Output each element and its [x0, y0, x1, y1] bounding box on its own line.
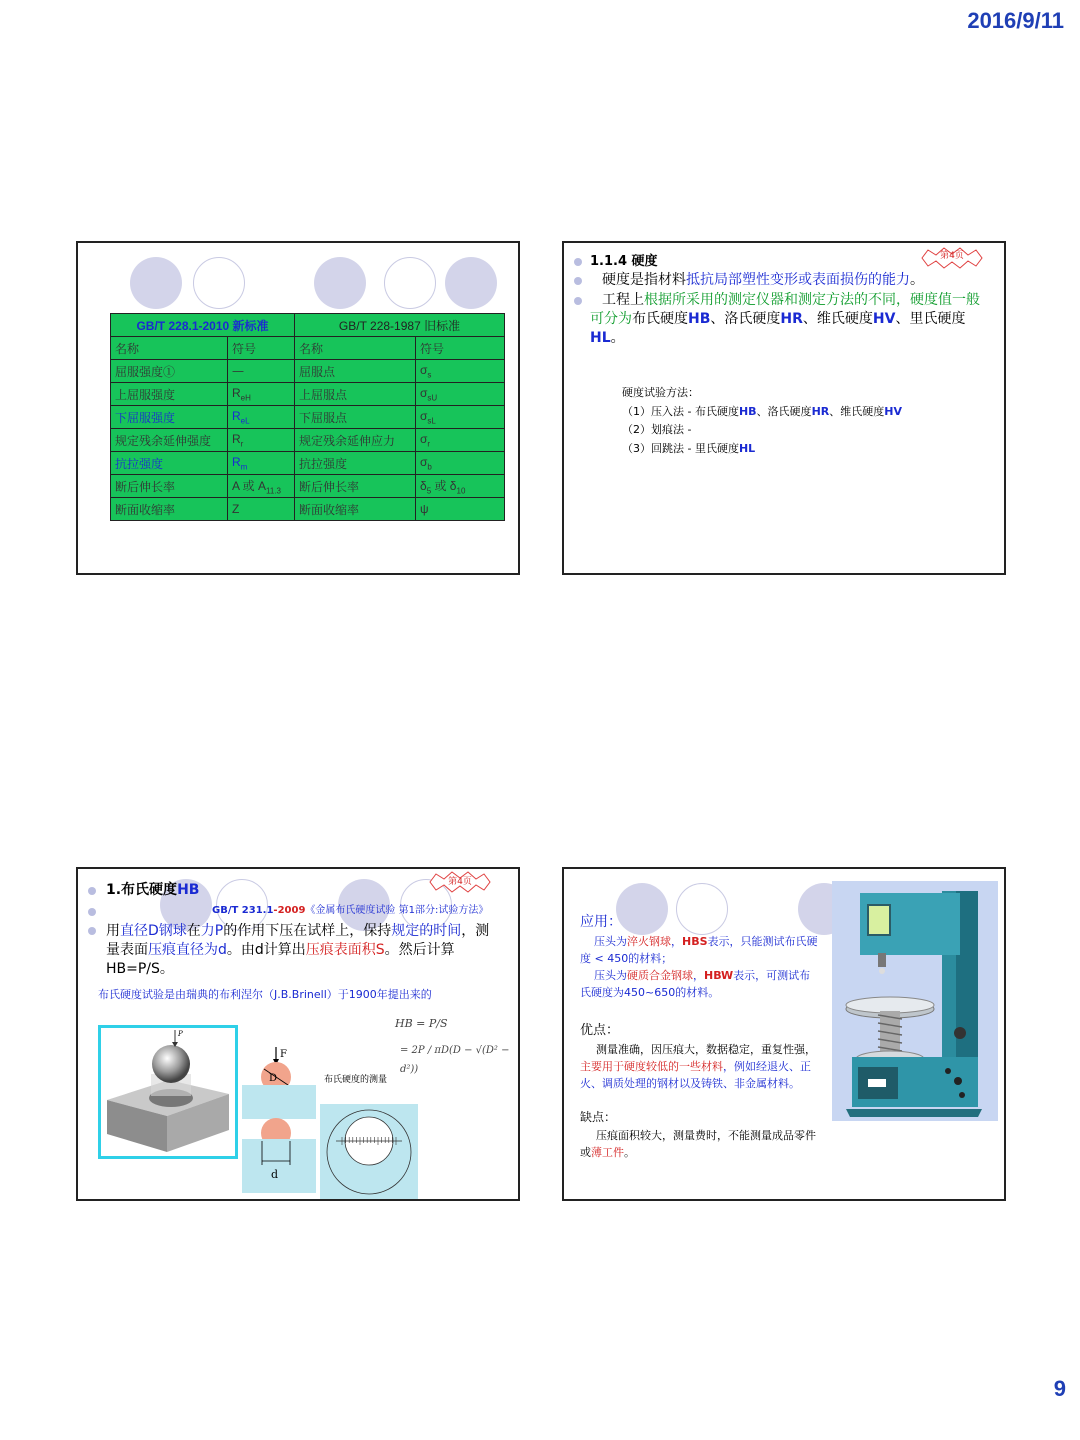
formula-expansion: = 2P / πD(D − √(D² − d²)): [400, 1045, 510, 1075]
application-carbide-ball: 压头为硬质合金钢球，HBW表示，可测试布氏硬度为450~650的材料。: [580, 969, 811, 999]
cell-new-name: 断后伸长率: [111, 475, 228, 498]
cell-new-name: 断面收缩率: [111, 498, 228, 521]
cell-old-name: 断面收缩率: [295, 498, 416, 521]
methods-title: 硬度试验方法：: [622, 386, 699, 399]
application-steel-ball: 压头为淬火钢球，HBS表示，只能测试布氏硬度 < 450的材料；: [580, 935, 818, 965]
header-date: 2016/9/11: [967, 8, 1064, 33]
classification-text: 工程上根据所采用的测定仪器和测定方法的不同，硬度值一般可分为布氏硬度HB、洛氏硬度HR、维氏硬度HV、里氏硬度HL。: [590, 292, 980, 346]
application-title: 应用：: [580, 914, 622, 930]
disadvantages-title: 缺点：: [580, 1110, 617, 1124]
advantages-title: 优点：: [580, 1023, 620, 1038]
slide-heading: 1.布氏硬度HB: [106, 882, 200, 898]
cell-new-symbol: $R_r$: [228, 429, 295, 452]
svg-text:P: P: [178, 1030, 183, 1038]
cell-old-name: 下屈服点: [295, 406, 416, 429]
decor-circle: [676, 883, 728, 935]
cell-new-symbol: —: [228, 360, 295, 383]
svg-text:d: d: [271, 1168, 279, 1181]
indentation-top-view: [320, 1104, 418, 1200]
bullet-icon: [88, 927, 96, 935]
cell-old-symbol: $\sigma_r$: [416, 429, 505, 452]
svg-text:D: D: [269, 1073, 278, 1084]
disadvantages-text: 压痕面积较大，测量费时，不能测量成品零件或薄工件。: [580, 1129, 816, 1159]
svg-text:F: F: [280, 1049, 287, 1060]
standards-table: [110, 313, 505, 521]
column-header: 名称: [295, 337, 416, 360]
measure-label: 布氏硬度的测量: [324, 1075, 388, 1085]
cell-old-name: 断后伸长率: [295, 475, 416, 498]
slide-hardness-intro: [562, 241, 1006, 575]
decor-circle: [130, 257, 182, 309]
table-header-old: GB/T 228-1987 旧标准: [295, 314, 505, 337]
cell-new-symbol: $R_{eL}$: [228, 406, 295, 429]
method-scratch: （2）划痕法 -: [622, 423, 692, 436]
cell-new-name: 下屈服强度: [111, 406, 228, 429]
page-number: 9: [1053, 1376, 1066, 1401]
page-stamp: 第4页: [940, 251, 964, 261]
table-row: [111, 498, 505, 521]
page-stamp: 第4页: [448, 877, 472, 887]
slide-heading: 1.1.4 硬度: [590, 254, 658, 269]
slide-brinell-application: [562, 867, 1006, 1201]
method-rebound: （3）回跳法 - 里氏硬度HL: [622, 442, 756, 455]
cell-old-symbol: $\delta_5$ 或 $\delta_{10}$: [416, 475, 505, 498]
table-row: [111, 360, 505, 383]
slide-brinell: [76, 867, 520, 1201]
table-row: [111, 406, 505, 429]
bullet-icon: [574, 258, 582, 266]
bullet-icon: [88, 887, 96, 895]
decor-circle: [445, 257, 497, 309]
brinell-principle: 用直径D钢球在力P的作用下压在试样上，保持规定的时间，测量表面压痕直径为d。由d计算出压痕表面积S。然后计算HB=P/S。: [106, 923, 490, 977]
brinell-3d-icon: [101, 1028, 235, 1156]
column-header: 符号: [416, 337, 505, 360]
decor-circle: [314, 257, 366, 309]
bullet-icon: [574, 297, 582, 305]
table-row: [111, 452, 505, 475]
cell-old-symbol: ψ: [416, 498, 505, 521]
bullet-icon: [88, 908, 96, 916]
advantages-text: 测量准确，因压痕大，数据稳定，重复性强，主要用于硬度较低的一些材料，例如经退火、正火、调质处理的钢材以及铸铁、非金属材料。: [580, 1043, 816, 1090]
standard-reference: GB/T 231.1-2009《金属布氏硬度试验 第1部分:试验方法》: [212, 905, 489, 916]
cell-old-symbol: $\sigma_{sU}$: [416, 383, 505, 406]
cell-new-symbol: $R_{eH}$: [228, 383, 295, 406]
cell-old-symbol: $\sigma_{sL}$: [416, 406, 505, 429]
cell-old-symbol: $\sigma_s$: [416, 360, 505, 383]
cell-new-name: 规定残余延伸强度: [111, 429, 228, 452]
cell-old-name: 上屈服点: [295, 383, 416, 406]
column-header: 符号: [228, 337, 295, 360]
cell-old-symbol: $\sigma_b$: [416, 452, 505, 475]
decor-circle: [193, 257, 245, 309]
definition-text: 硬度是指材料抵抗局部塑性变形或表面损伤的能力。: [602, 272, 924, 288]
cell-old-name: 规定残余延伸应力: [295, 429, 416, 452]
cell-new-name: 上屈服强度: [111, 383, 228, 406]
cell-old-name: 抗拉强度: [295, 452, 416, 475]
cell-new-symbol: $R_m$: [228, 452, 295, 475]
table-row: [111, 383, 505, 406]
table-row: [111, 429, 505, 452]
table-row: [111, 475, 505, 498]
decor-circle: [384, 257, 436, 309]
cell-new-name: 抗拉强度: [111, 452, 228, 475]
cell-old-name: 屈服点: [295, 360, 416, 383]
table-header-new: GB/T 228.1-2010 新标准: [111, 314, 295, 337]
cell-new-symbol: A 或 $A_{11.3}$: [228, 475, 295, 498]
method-indentation: （1）压入法 - 布氏硬度HB、洛氏硬度HR、维氏硬度HV: [622, 405, 902, 418]
indentation-illustration: [98, 1025, 238, 1159]
column-header: 名称: [111, 337, 228, 360]
cell-new-name: 屈服强度①: [111, 360, 228, 383]
formula-hb: HB = P/S: [395, 1017, 448, 1030]
slide-standards-table: [76, 241, 520, 575]
history-note: 布氏硬度试验是由瑞典的布利涅尔（J.B.Brinell）于1900年提出来的: [98, 988, 432, 1001]
bullet-icon: [574, 277, 582, 285]
hardness-tester-image: [832, 881, 998, 1121]
cell-new-symbol: Z: [228, 498, 295, 521]
hardness-tester-icon: [832, 881, 998, 1121]
decor-circle: [616, 883, 668, 935]
